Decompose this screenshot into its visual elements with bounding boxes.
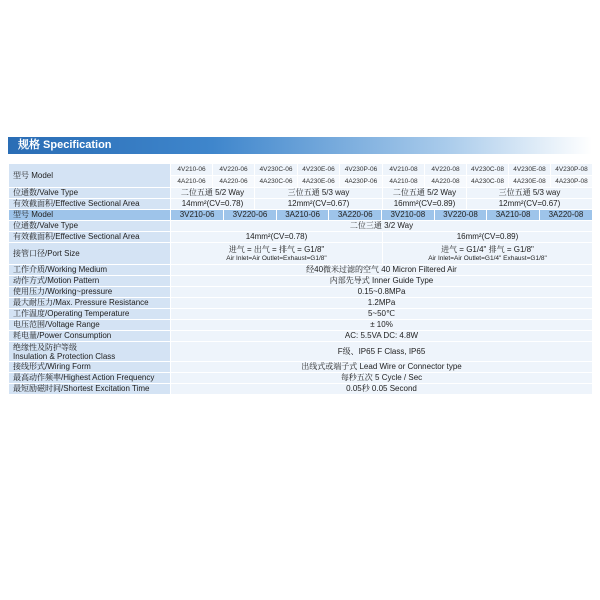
spec-table [8, 163, 593, 395]
row-label-wiring: 接线形式/Wiring Form [9, 362, 171, 373]
row-label-operating-temp: 工作温度/Operating Temperature [9, 309, 171, 320]
power-row [9, 331, 593, 342]
motion-pattern-row [9, 276, 593, 287]
model-cell: 4V230P-08 [551, 164, 593, 176]
model-cell: 4V210-06 [171, 164, 213, 176]
model-cell: 4V230E-06 [298, 164, 340, 176]
model-cell: 4A230P-08 [551, 176, 593, 188]
motion-pattern-value: 内部先导式 Inner Guide Type [171, 276, 593, 287]
model-3v-cell: 3A220-08 [539, 210, 592, 220]
area-cell: 16mm²(CV=0.89) [383, 199, 467, 210]
model-3v-cell: 3V210-06 [171, 210, 224, 220]
row-label-valve-type: 位通数/Valve Type [9, 188, 171, 199]
title-bar [8, 137, 592, 154]
working-pressure-value: 0.15~0.8MPa [171, 287, 593, 298]
port-size-row [9, 243, 593, 265]
row-label-model: 型号 Model [9, 164, 171, 188]
model-cell: 4V210-08 [383, 164, 425, 176]
operating-temp-value: 5~50℃ [171, 309, 593, 320]
max-pressure-value: 1.2MPa [171, 298, 593, 309]
model-cell: 4A230P-06 [340, 176, 383, 188]
page-title: 规格 Specification [18, 139, 112, 151]
area-3v-cell: 14mm²(CV=0.78) [171, 232, 383, 243]
working-medium-row [9, 265, 593, 276]
model-cell: 4A220-08 [425, 176, 467, 188]
excitation-row [9, 384, 593, 395]
working-pressure-row [9, 287, 593, 298]
model-cell: 4A210-08 [383, 176, 425, 188]
area-cell: 12mm²(CV=0.67) [255, 199, 383, 210]
port-size-cell-b [383, 243, 593, 265]
model-3v-cell: 3V210-08 [382, 210, 435, 220]
model-3v-cell: 3V220-08 [434, 210, 487, 220]
model-cell: 4V220-08 [425, 164, 467, 176]
action-freq-value: 每秒五次 5 Cycle / Sec [171, 373, 593, 384]
valve-type-3v-cell: 二位三通 3/2 Way [171, 221, 593, 232]
operating-temp-row [9, 309, 593, 320]
effective-area-3v-row [9, 232, 593, 243]
model-cell: 4A230C-08 [467, 176, 509, 188]
model-cell: 4V230E-08 [509, 164, 551, 176]
power-value: AC: 5.5VA DC: 4.8W [171, 331, 593, 342]
valve-type-cell: 三位五通 5/3 way [467, 188, 593, 199]
valve-type-row [9, 188, 593, 199]
model-cell: 4A210-06 [171, 176, 213, 188]
model-3v-cell: 3A220-06 [329, 210, 382, 220]
row-label-working-pressure: 使用压力/Working~pressure [9, 287, 171, 298]
row-label-working-medium: 工作介质/Working Medium [9, 265, 171, 276]
model-cell: 4V230C-08 [467, 164, 509, 176]
model-3v-subtable [171, 210, 592, 220]
row-label-power: 耗电量/Power Consumption [9, 331, 171, 342]
valve-type-cell: 三位五通 5/3 way [255, 188, 383, 199]
valve-type-cell: 二位五通 5/2 Way [383, 188, 467, 199]
model-3v-cell: 3A210-08 [487, 210, 540, 220]
port-size-en: Air Inlet=Air Outlet=G1/4" Exhaust=G1/8" [428, 254, 547, 262]
insulation-label-cn: 绝缘性及防护等级 [13, 342, 77, 352]
model-cell: 4A230C-06 [255, 176, 298, 188]
model-cell: 4A220-06 [213, 176, 255, 188]
port-size-en: Air Inlet=Air Outlet=Exhaust=G1/8" [226, 254, 327, 262]
action-freq-row [9, 373, 593, 384]
voltage-range-row [9, 320, 593, 331]
model-row-top [9, 164, 593, 176]
model-3v-cell: 3V220-06 [224, 210, 277, 220]
model-cell: 4A230E-06 [298, 176, 340, 188]
valve-type-cell: 二位五通 5/2 Way [171, 188, 255, 199]
port-size-cn: 进气 = 出气 = 排气 = G1/8" [228, 244, 325, 254]
area-cell: 14mm²(CV=0.78) [171, 199, 255, 210]
insulation-value: F级、IP65 F Class, IP65 [171, 342, 593, 362]
area-cell: 12mm²(CV=0.67) [467, 199, 593, 210]
row-label-voltage-range: 电压范围/Voltage Range [9, 320, 171, 331]
excitation-value: 0.05秒 0.05 Second [171, 384, 593, 395]
area-3v-cell: 16mm²(CV=0.89) [383, 232, 593, 243]
row-label-valve-type-3v: 位通数/Valve Type [9, 221, 171, 232]
row-label-excitation: 最短励磁时间/Shortest Excitation Time [9, 384, 171, 395]
max-pressure-row [9, 298, 593, 309]
row-label-effective-area: 有效截面积/Effective Sectional Area [9, 199, 171, 210]
model-cell: 4V220-06 [213, 164, 255, 176]
model-3v-cell: 3A210-06 [276, 210, 329, 220]
effective-area-row [9, 199, 593, 210]
row-label-insulation [9, 342, 171, 362]
wiring-row [9, 362, 593, 373]
voltage-range-value: ± 10% [171, 320, 593, 331]
row-label-model-3v: 型号 Model [9, 210, 171, 221]
model-row-3v [9, 210, 593, 221]
insulation-label-en: Insulation & Protection Class [13, 351, 116, 361]
port-size-cell-a [171, 243, 383, 265]
working-medium-value: 经40微米过滤的空气 40 Micron Filtered Air [171, 265, 593, 276]
model-cell: 4V230P-06 [340, 164, 383, 176]
row-label-motion-pattern: 动作方式/Motion Pattern [9, 276, 171, 287]
wiring-value: 出线式或端子式 Lead Wire or Connector type [171, 362, 593, 373]
row-label-port-size: 接管口径/Port Size [9, 243, 171, 265]
model-cell: 4V230C-06 [255, 164, 298, 176]
row-label-max-pressure: 最大耐压力/Max. Pressure Resistance [9, 298, 171, 309]
port-size-cn: 进气 = G1/4" 排气 = G1/8" [441, 244, 534, 254]
row-label-effective-area-3v: 有效截面积/Effective Sectional Area [9, 232, 171, 243]
insulation-row [9, 342, 593, 362]
row-label-action-freq: 最高动作频率/Highest Action Frequency [9, 373, 171, 384]
model-cell: 4A230E-08 [509, 176, 551, 188]
valve-type-3v-row [9, 221, 593, 232]
